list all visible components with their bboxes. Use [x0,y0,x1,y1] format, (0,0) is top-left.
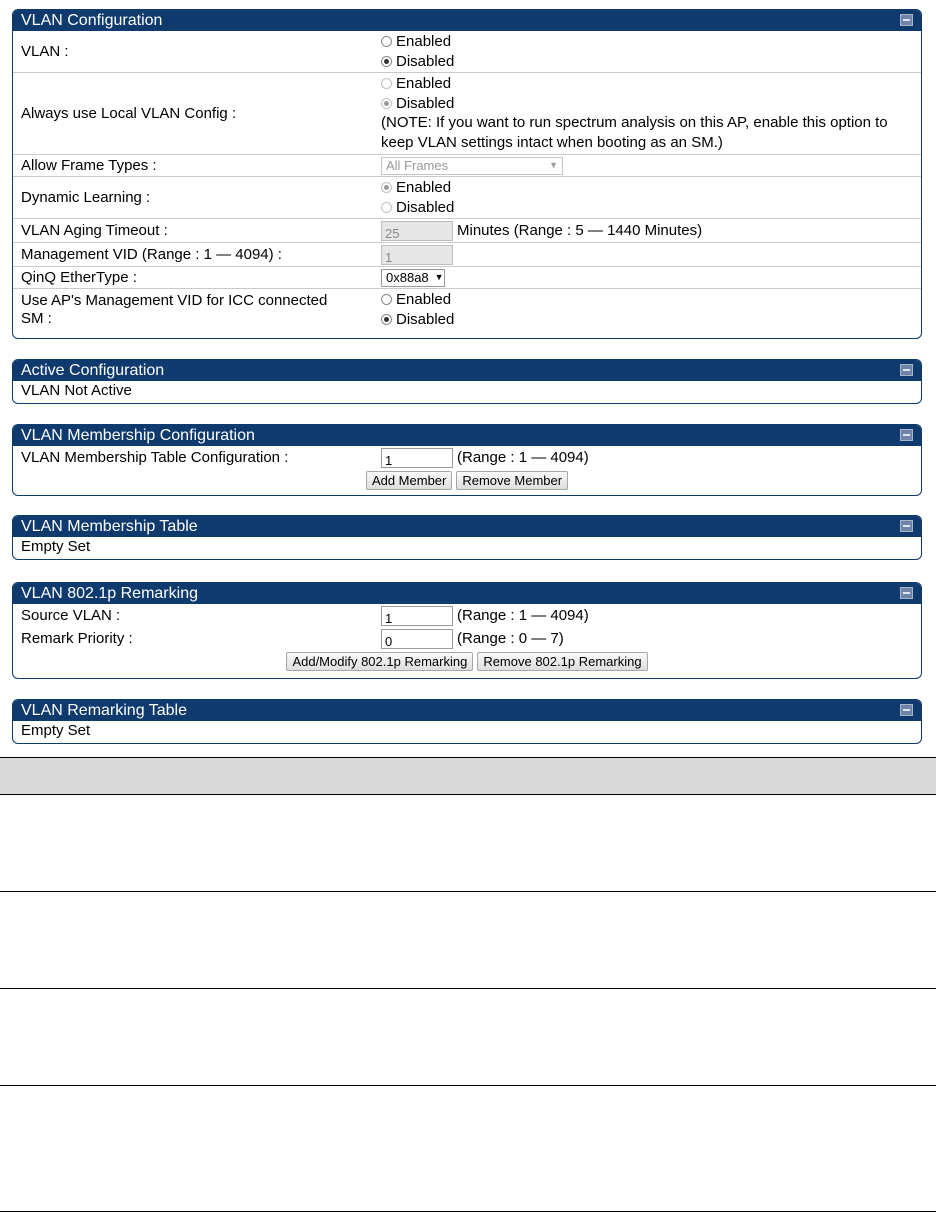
add-member-button[interactable]: Add Member [366,471,452,490]
panel-header [13,516,921,537]
management-vid-row [13,243,921,267]
panel-title: VLAN Remarking Table [21,702,188,719]
icc-enabled-option[interactable]: Enabled [381,289,921,309]
collapse-icon[interactable] [900,704,913,716]
chevron-down-icon: ▼ [549,160,558,170]
local-vlan-note: (NOTE: If you want to run spectrum analysis on this AP, enable this option to keep VLAN settings intact when booting as an SM.) [381,114,888,151]
radio-checked-icon [381,98,392,109]
table-row [0,795,936,892]
aging-timeout-row [13,219,921,243]
dynamic-enabled-option: Enabled [381,177,921,197]
panel-title: VLAN Configuration [21,12,163,29]
panel-title: Active Configuration [21,362,165,379]
dynamic-disabled-option: Disabled [381,197,921,217]
radio-icon[interactable] [381,36,392,47]
local-vlan-row [13,73,921,155]
table-row [0,1086,936,1212]
qinq-select[interactable]: 0x88a8 ▼ [381,269,445,287]
remarking-buttons [13,650,921,674]
collapse-icon[interactable] [900,364,913,376]
source-vlan-row [13,604,921,627]
radio-icon[interactable] [381,294,392,305]
local-vlan-label: Always use Local VLAN Config : [21,104,237,122]
vlan-row [13,31,921,73]
collapse-icon[interactable] [900,14,913,26]
aging-timeout-label: VLAN Aging Timeout : [21,221,168,239]
document-table-header [0,757,936,795]
active-configuration-panel [12,359,922,404]
remark-priority-label: Remark Priority : [21,629,133,647]
remove-member-button[interactable]: Remove Member [456,471,568,490]
remarking-table-content: Empty Set [21,722,91,739]
panel-header [13,10,921,31]
panel-title: VLAN Membership Table [21,518,198,535]
membership-table-config-row [13,446,921,469]
vlan-configuration-panel [12,9,922,339]
frame-types-row [13,155,921,177]
dynamic-learning-label: Dynamic Learning : [21,188,151,206]
radio-icon [381,78,392,89]
management-vid-input: 1 [381,245,453,265]
membership-table-content: Empty Set [21,538,91,555]
icc-label: Use AP's Management VID for ICC connected SM : [21,291,328,327]
membership-configuration-panel [12,424,922,496]
radio-icon [381,202,392,213]
panel-title: VLAN 802.1p Remarking [21,585,198,602]
membership-vlan-input[interactable]: 1 [381,448,453,468]
document-table [0,757,936,1212]
remarking-panel [12,582,922,679]
frame-types-select: All Frames ▼ [381,157,563,175]
radio-checked-icon[interactable] [381,314,392,325]
source-vlan-input[interactable]: 1 [381,606,453,626]
radio-checked-icon[interactable] [381,56,392,67]
collapse-icon[interactable] [900,429,913,441]
table-row [0,989,936,1086]
icc-disabled-option[interactable]: Disabled [381,309,921,329]
remove-remarking-button[interactable]: Remove 802.1p Remarking [477,652,647,671]
remark-priority-range-note: (Range : 0 — 7) [457,630,564,647]
source-vlan-range-note: (Range : 1 — 4094) [457,607,589,624]
panel-header [13,425,921,446]
vlan-enabled-option[interactable]: Enabled [381,31,921,51]
management-vid-label: Management VID (Range : 1 — 4094) : [21,245,282,263]
panel-title: VLAN Membership Configuration [21,427,255,444]
remark-priority-input[interactable]: 0 [381,629,453,649]
local-enabled-option: Enabled [381,73,921,93]
radio-checked-icon [381,182,392,193]
panel-header [13,360,921,381]
panel-header [13,583,921,604]
aging-timeout-input: 25 [381,221,453,241]
membership-table-config-label: VLAN Membership Table Configuration : [21,448,289,466]
chevron-down-icon: ▼ [434,272,444,282]
table-row [0,892,936,989]
membership-buttons [13,469,921,493]
membership-table-panel [12,515,922,560]
source-vlan-label: Source VLAN : [21,606,121,624]
add-modify-remarking-button[interactable]: Add/Modify 802.1p Remarking [286,652,473,671]
local-disabled-option: Disabled [381,93,921,113]
frame-types-label: Allow Frame Types : [21,156,157,174]
collapse-icon[interactable] [900,520,913,532]
panel-header [13,700,921,721]
membership-range-note: (Range : 1 — 4094) [457,449,589,466]
qinq-row [13,267,921,289]
collapse-icon[interactable] [900,587,913,599]
qinq-label: QinQ EtherType : [21,268,137,286]
remarking-table-panel [12,699,922,744]
vlan-label: VLAN : [21,42,69,60]
dynamic-learning-row [13,177,921,219]
aging-timeout-note: Minutes (Range : 5 — 1440 Minutes) [457,222,703,239]
vlan-disabled-option[interactable]: Disabled [381,51,921,71]
icc-row [13,289,921,330]
active-status: VLAN Not Active [21,382,132,399]
remark-priority-row [13,627,921,650]
